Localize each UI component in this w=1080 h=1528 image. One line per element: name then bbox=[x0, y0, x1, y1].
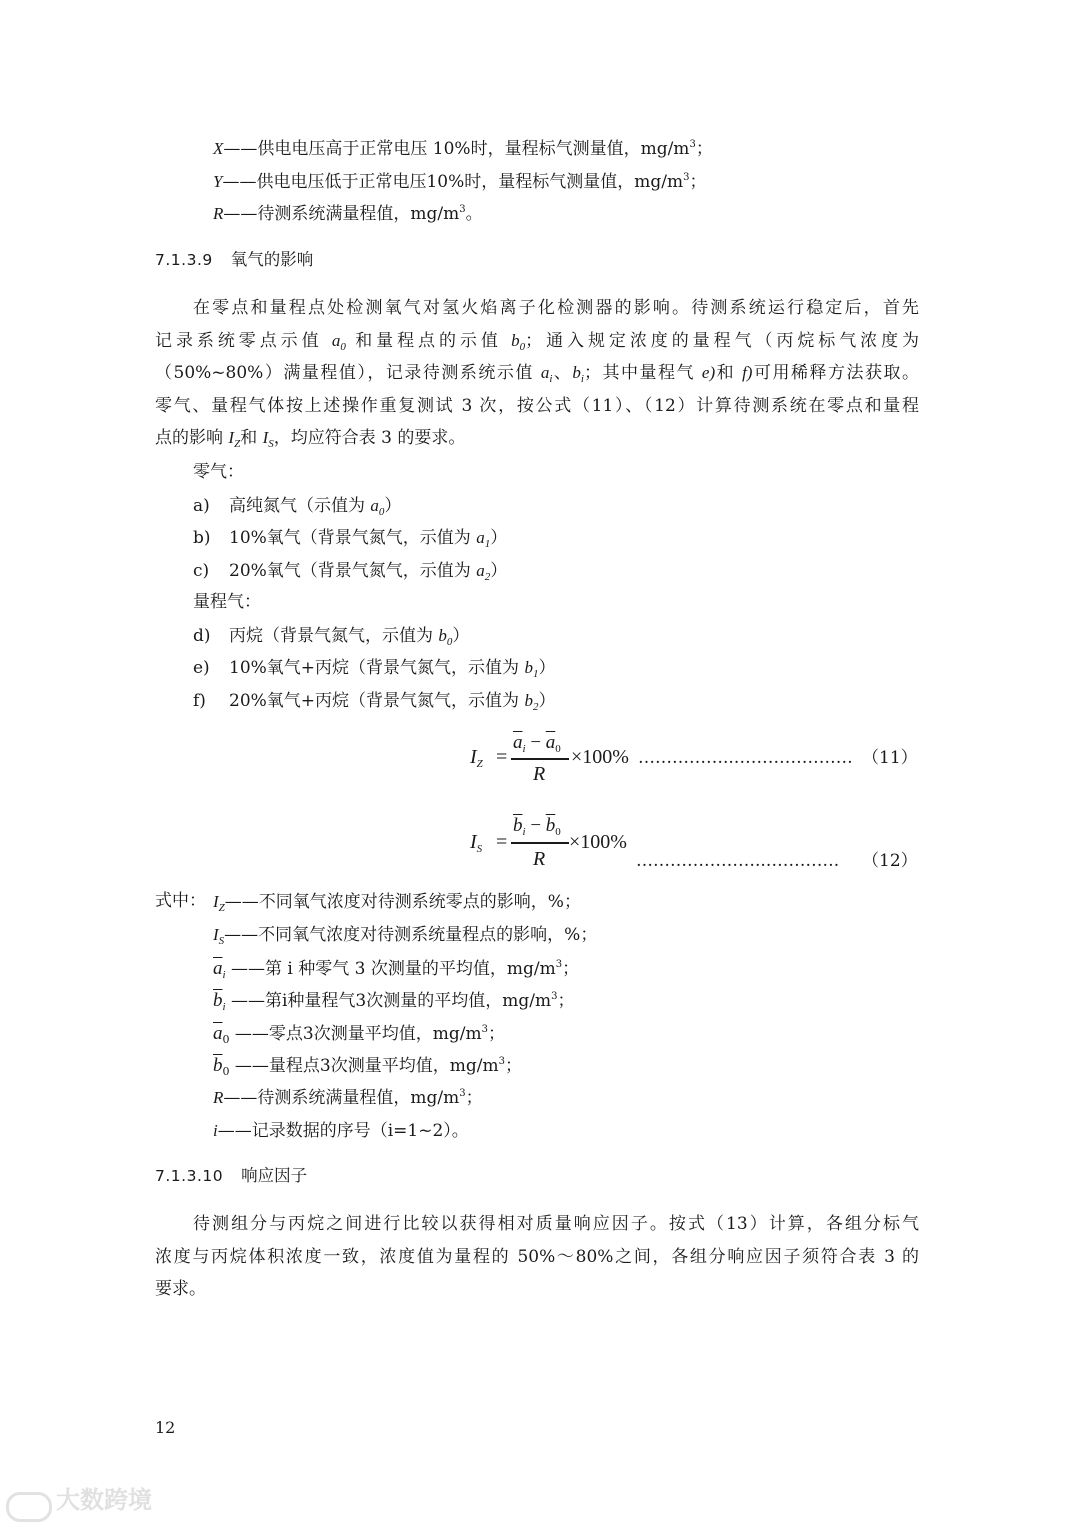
page-number: 12 bbox=[155, 1418, 176, 1437]
section-heading-71310 bbox=[155, 1168, 307, 1185]
section-title: 响应因子 bbox=[241, 1166, 308, 1185]
def-r: R——待测系统满量程值，$mg/m^3$。 bbox=[213, 204, 483, 224]
where-item: $I_S——$不同氧气浓度对待测系统量程点的影响，%； bbox=[213, 925, 598, 947]
section-heading-7139 bbox=[155, 252, 313, 269]
where-item: $\overline{a}_i$ ——第 i 种零气 3 次测量的平均值，$mg/m^3$； bbox=[213, 958, 580, 981]
list-item: e) 10%氧气+丙烷（背景气氮气，示值为 $b_1$） bbox=[193, 658, 556, 680]
section-number: 7.1.3.10 bbox=[155, 1167, 224, 1185]
paragraph-response-factor: 待测组分与丙烷之间进行比较以获得相对质量响应因子。按式（13）计算，各组分标气 浓度与丙烷体积浓度一致，浓度值为量程的 50%～80%之间，各组分响应因子须符合表 3 的 要求。 bbox=[155, 1214, 919, 1299]
where-item: $I_Z——$不同氧气浓度对待测系统零点的影响，%； bbox=[213, 892, 581, 914]
list-item: a) 高纯氮气（示值为 $a_0$） bbox=[193, 496, 402, 518]
list-item: b) 10%氧气（背景气氮气，示值为 $a_1$） bbox=[193, 528, 508, 550]
def-x: X——供电电压高于正常电压 10%时，量程标气测量值，$mg/m^3$； bbox=[213, 139, 713, 159]
where-label: 式中： bbox=[155, 891, 206, 911]
watermark-text: 大数跨境 bbox=[56, 1486, 152, 1514]
fraction-bar bbox=[511, 842, 569, 844]
where-item: i——记录数据的序号（i=1~2）。 bbox=[213, 1121, 469, 1141]
zero-gas-label: 零气： bbox=[193, 462, 244, 482]
watermark-logo-icon bbox=[6, 1492, 52, 1522]
section-title: 氧气的影响 bbox=[230, 250, 314, 269]
paragraph-oxygen: 在零点和量程点处检测氧气对氢火焰离子化检测器的影响。待测系统运行稳定后，首先 记录系统零点示值 $a_0$ 和量程点的示值 $b_0$；通入规定浓度的量程气（丙烷标气浓度为 （50%~80%）满量程值），记录待测系统示值 $a_i$、$b_i$；其中量程气 e)和 f)可用稀释方法获取。 零气、量程气体按上述操作重复测试 3 次，按公式（11）、（12）计算待测系统在零点和量程 点的影响 $I_Z$和 $I_S$，均应符合表 3 的要求。 bbox=[155, 298, 920, 450]
where-item: $\overline{b}_i$ ——第i种量程气3次测量的平均值，$mg/m^3$； bbox=[213, 990, 575, 1013]
where-item: $\overline{a}_0$ ——零点3次测量平均值，$mg/m^3$； bbox=[213, 1023, 505, 1046]
list-item: c) 20%氧气（背景气氮气，示值为 $a_2$） bbox=[193, 561, 508, 583]
list-item: d) 丙烷（背景气氮气，示值为 $b_0$） bbox=[193, 626, 470, 648]
fraction-bar bbox=[511, 758, 569, 760]
list-item: f) 20%氧气+丙烷（背景气氮气，示值为 $b_2$） bbox=[193, 691, 556, 713]
span-gas-label: 量程气： bbox=[193, 592, 261, 612]
section-number: 7.1.3.9 bbox=[155, 251, 213, 269]
where-item: R——待测系统满量程值，$mg/m^3$； bbox=[213, 1088, 483, 1108]
where-item: $\overline{b}_0$ ——量程点3次测量平均值，$mg/m^3$； bbox=[213, 1055, 522, 1078]
def-y: Y——供电电压低于正常电压10%时，量程标气测量值，$mg/m^3$； bbox=[213, 172, 707, 192]
